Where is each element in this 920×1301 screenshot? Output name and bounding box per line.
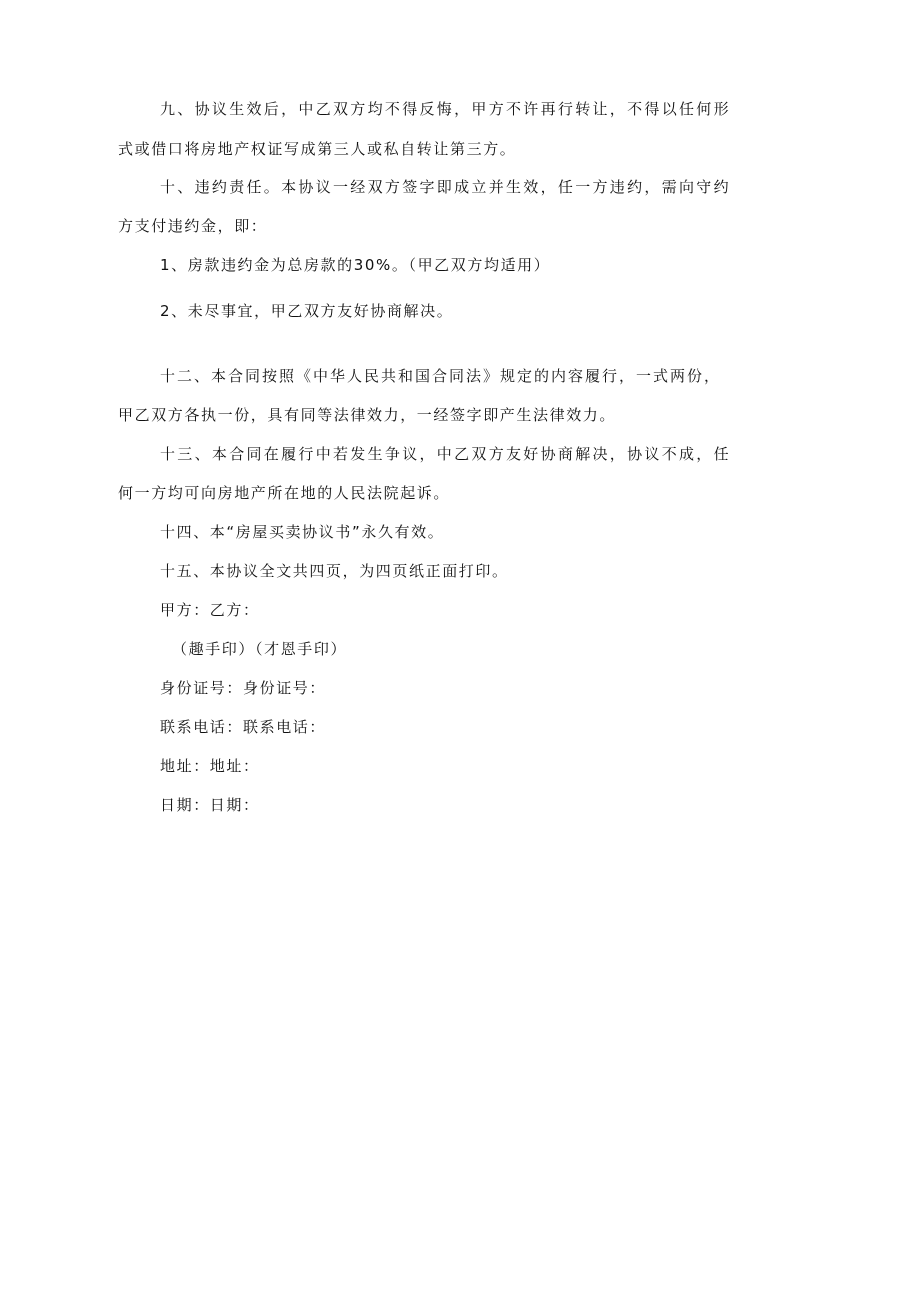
signature-id-numbers: 身份证号：身份证号： xyxy=(160,679,327,697)
clause13-line2: 何一方均可向房地产所在地的人民法院起诉。 xyxy=(118,484,451,502)
clause13-line1: 十三、本合同在履行中若发生争议，中乙双方友好协商解决，协议不成，任 xyxy=(160,445,731,463)
clause12-line1: 十二、本合同按照《中华人民共和国合同法》规定的内容履行，一式两份， xyxy=(160,367,722,385)
clause15: 十五、本协议全文共四页，为四页纸正面打印。 xyxy=(160,562,509,580)
clause10-line1: 十、违约责任。本协议一经双方签字即成立并生效，任一方违约，需向守约 xyxy=(160,178,731,196)
clause14: 十四、本“房屋买卖协议书”永久有效。 xyxy=(160,523,445,541)
signature-addresses: 地址：地址： xyxy=(160,757,260,775)
clause9-line2: 式或借口将房地产权证写成第三人或私自转让第三方。 xyxy=(118,140,517,158)
signature-phones: 联系电话：联系电话： xyxy=(160,718,327,736)
signature-parties: 甲方：乙方： xyxy=(160,601,260,619)
clause10-line2: 方支付违约金，即： xyxy=(118,217,268,235)
clause10-item2: 2、未尽事宜，甲乙双方友好协商解决。 xyxy=(160,302,454,320)
signature-fingerprints: （趣手印）（才恩手印） xyxy=(172,640,348,658)
signature-dates: 日期：日期： xyxy=(160,796,260,814)
clause12-line2: 甲乙双方各执一份，具有同等法律效力，一经签字即产生法律效力。 xyxy=(118,406,617,424)
clause9-line1: 九、协议生效后，中乙双方均不得反悔，甲方不许再行转让，不得以任何形 xyxy=(160,100,731,118)
clause10-item1: 1、房款违约金为总房款的30%。（甲乙双方均适用） xyxy=(160,256,551,274)
